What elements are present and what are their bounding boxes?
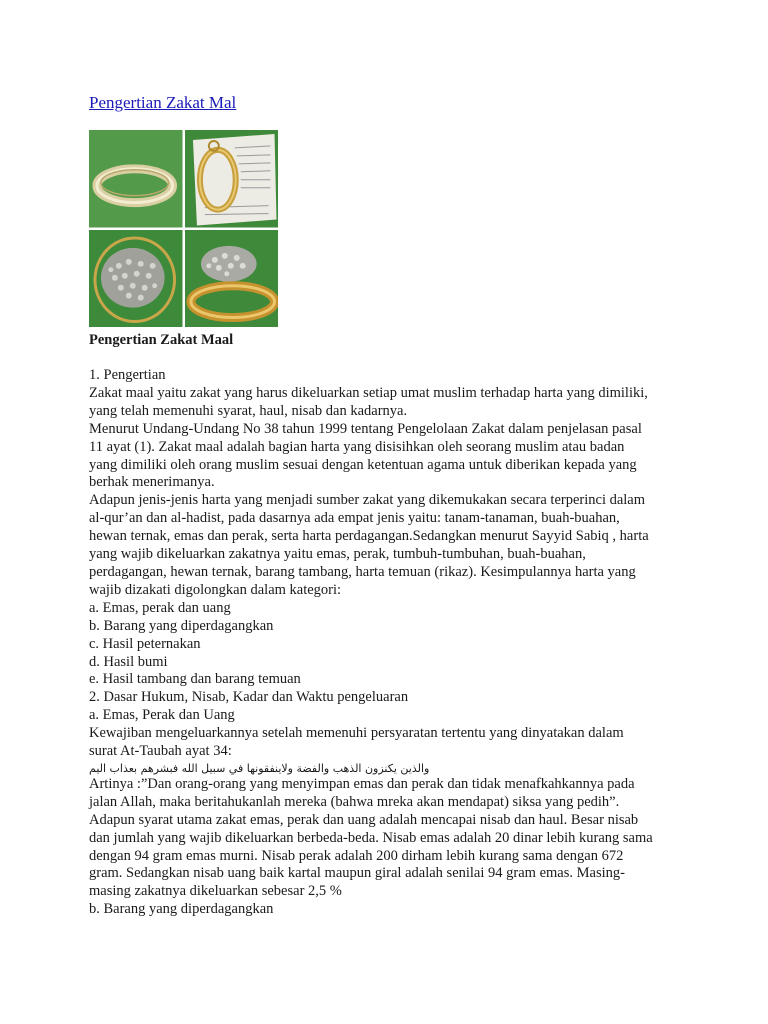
document-page [89, 92, 689, 919]
body-line: dan jumlah yang wajib dikeluarkan berbeda-beda. Nisab emas adalah 20 dinar lebih kurang sama [89, 829, 653, 846]
body-line: perdagangan, hewan ternak, barang tambang, harta temuan (rikaz). Kesimpulannya harta yang [89, 563, 636, 580]
body-line: Artinya :”Dan orang-orang yang menyimpan emas dan perak dan tidak menafkahkannya pada [89, 775, 635, 792]
list-item: b. Barang yang diperdagangkan [89, 901, 274, 918]
list-item: a. Emas, Perak dan Uang [89, 707, 235, 724]
body-line: yang wajib dikeluarkan zakatnya yaitu emas, perak, tumbuh-tumbuhan, buah-buahan, [89, 546, 586, 563]
body-line: dengan 94 gram emas murni. Nisab perak adalah 200 dirham lebih kurang sama dengan 672 [89, 847, 624, 864]
body-line: 11 ayat (1). Zakat maal adalah bagian harta yang disisihkan oleh seorang muslim atau badan [89, 438, 625, 455]
body-line: masing zakatnya dikeluarkan sebesar 2,5 % [89, 883, 342, 900]
body-line: surat At-Taubah ayat 34: [89, 743, 232, 760]
coins-and-ring-photo [89, 230, 183, 328]
section-subheading: 2. Dasar Hukum, Nisab, Kadar dan Waktu pengeluaran [89, 689, 409, 706]
body-line: al-qur’an dan al-hadist, pada dasarnya ada empat jenis yaitu: tanam-tanaman, buah-buahan, [89, 510, 620, 527]
body-line: Zakat maal yaitu zakat yang harus dikeluarkan setiap umat muslim terhadap harta yang dimiliki, [89, 384, 648, 401]
coins-and-bangle-photo [185, 230, 279, 328]
body-line: 1. Pengertian [89, 367, 166, 383]
body-line: hewan ternak, emas dan perak, serta harta perdagangan.Sedangkan menurut Sayyid Sabiq , harta [89, 528, 649, 545]
list-item: b. Barang yang diperdagangkan [89, 617, 274, 634]
body-line: wajib dizakati digolongkan dalam kategori: [89, 581, 342, 598]
body-line: berhak menerimanya. [89, 474, 215, 491]
list-item: d. Hasil bumi [89, 653, 168, 670]
gold-bangle-on-document-photo [185, 130, 279, 228]
gold-bangle-photo [89, 130, 183, 228]
title-link[interactable]: Pengertian Zakat Mal [89, 93, 237, 112]
list-item: a. Emas, perak dan uang [89, 599, 231, 616]
body-line: yang dimiliki oleh orang muslim sesuai dengan ketentuan agama untuk diberikan kepada yang [89, 456, 637, 473]
zakat-photo-collage [89, 130, 278, 327]
article-body [89, 367, 689, 919]
arabic-verse: والذين يكنزون الذهب والفضة ولاينفقونها في سبيل الله فبشرهم بعذاب اليم [89, 761, 430, 775]
body-line: jalan Allah, maka beritahukanlah mereka (bahwa mreka akan mendapat) siksa yang pedih”. [89, 793, 620, 810]
body-line: Adapun jenis-jenis harta yang menjadi sumber zakat yang dikemukakan secara terperinci dalam [89, 492, 646, 509]
body-line: Adapun syarat utama zakat emas, perak dan uang adalah mencapai nisab dan haul. Besar nisab [89, 811, 639, 828]
list-item: e. Hasil tambang dan barang temuan [89, 671, 301, 688]
body-line: gram. Sedangkan nisab uang baik kartal maupun giral adalah senilai 94 gram emas. Masing- [89, 865, 625, 882]
section-heading: Pengertian Zakat Maal [89, 332, 234, 348]
body-line: Menurut Undang-Undang No 38 tahun 1999 tentang Pengelolaan Zakat dalam penjelasan pasal [89, 420, 642, 437]
body-line: yang telah memenuhi syarat, haul, nisab dan kadarnya. [89, 402, 408, 419]
body-line: Kewajiban mengeluarkannya setelah memenuhi persyaratan tertentu yang dinyatakan dalam [89, 725, 624, 742]
list-item: c. Hasil peternakan [89, 635, 201, 652]
